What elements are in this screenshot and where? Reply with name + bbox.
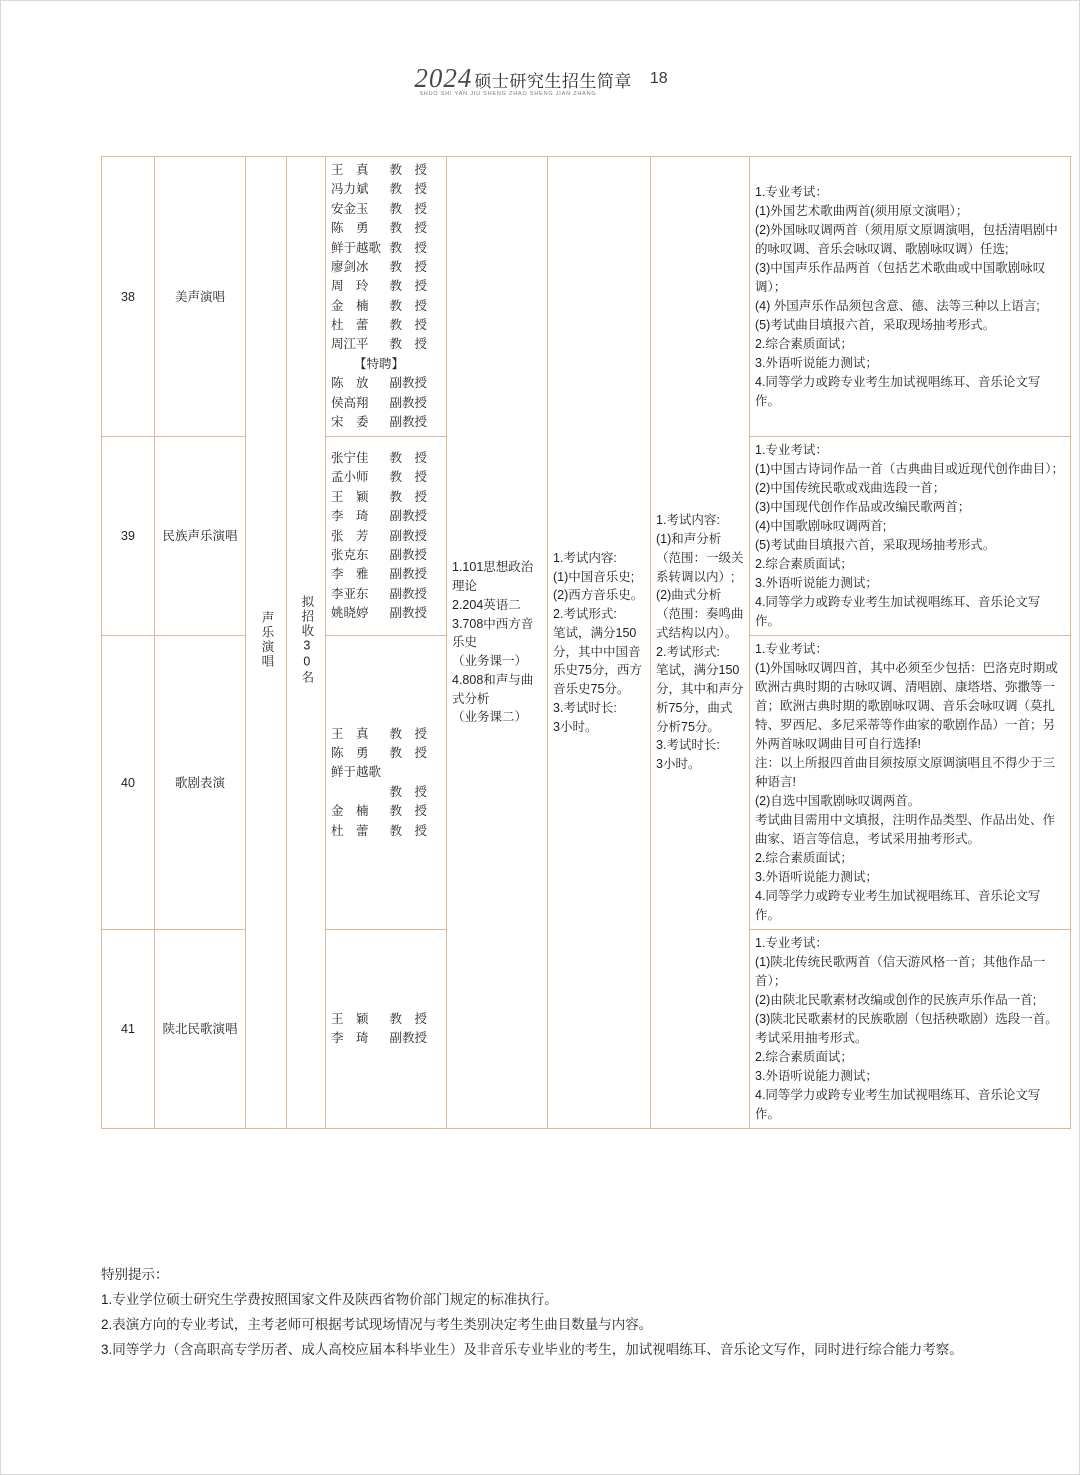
- teacher-name: 孟小师: [331, 470, 369, 485]
- row-direction: [155, 636, 246, 930]
- teacher-name: 陈 勇: [331, 221, 369, 236]
- brochure-logo: [414, 63, 632, 97]
- teacher-entry: [331, 258, 427, 277]
- teacher-name: 王 颖: [331, 1011, 369, 1026]
- text-line: (3)陕北民歌素材的民族歌剧（包括秧歌剧）选段一首。: [755, 1012, 1058, 1027]
- teacher-entry: [331, 394, 427, 413]
- teacher-name: 杜 蕾: [331, 823, 369, 838]
- text-line: 3.外语听说能力测试；: [755, 870, 878, 885]
- quota-cell: [287, 157, 326, 1129]
- teachers-list-40: [331, 725, 441, 841]
- text-line: 1.专业考试：: [755, 642, 828, 657]
- text-line: (2)外国咏叹调两首（须用原文原调演唱，包括清唱剧中的咏叹调、音乐会咏叹调、歌剧咏叹调）任选;: [755, 222, 1058, 256]
- teacher-title: 教 授: [389, 1011, 427, 1026]
- text-line: 4.同等学力或跨专业考生加试视唱练耳、音乐论文写作。: [755, 889, 1041, 923]
- text-line: 3.外语听说能力测试；: [755, 355, 878, 370]
- text-line: 2.204英语二: [452, 597, 521, 612]
- teacher-entry: [331, 161, 427, 180]
- text-line: 3.外语听说能力测试；: [755, 576, 878, 591]
- text-line: 4.808和声与曲式分析: [452, 672, 534, 706]
- teacher-name: 李 琦: [331, 1031, 369, 1046]
- teacher-title: 副教授: [389, 414, 427, 429]
- teacher-title: 教 授: [389, 823, 427, 838]
- text-line: 1.专业考试：: [755, 936, 828, 951]
- text-line: 3小时。: [656, 757, 701, 772]
- teacher-entry: [331, 468, 427, 487]
- text-line: 2.综合素质面试；: [755, 1050, 853, 1065]
- teacher-entry: [331, 822, 427, 841]
- teacher-entry: [331, 449, 427, 468]
- text-line: (1)和声分析（范围：一级关系转调以内）;: [656, 532, 744, 584]
- row-number: 40: [102, 636, 155, 930]
- content-cell: [750, 930, 1071, 1129]
- teacher-name: 宋 委: [331, 414, 369, 429]
- text-line: 1.专业考试：: [755, 184, 828, 199]
- teacher-title: 副教授: [389, 606, 427, 621]
- text-line: 2.考试形式:: [656, 644, 720, 659]
- text-line: (4)中国歌剧咏叹调两首;: [755, 519, 887, 534]
- text-line: (2)自选中国歌剧咏叹调两首。: [755, 794, 921, 809]
- content-text-40: [755, 640, 1065, 925]
- teachers-list-39: [331, 449, 441, 623]
- text-line: (2)曲式分析（范围：奏鸣曲式结构以内）。: [656, 588, 744, 640]
- teacher-entry: [331, 585, 427, 604]
- text-line: 3.考试时长:: [656, 738, 720, 753]
- teacher-title: 教 授: [389, 318, 427, 332]
- text-line: (4) 外国声乐作品须包含意、德、法等三种以上语言;: [755, 298, 1040, 313]
- text-line: 2.综合素质面试；: [755, 851, 853, 866]
- text-line: (1)中国古诗词作品一首（古典曲目或近现代创作曲目）；: [755, 462, 1065, 477]
- teachers-cell: [326, 636, 447, 930]
- text-line: 2.综合素质面试；: [755, 336, 853, 351]
- text-line: 注：以上所报四首曲目须按原文原调演唱且不得少于三种语言!: [755, 756, 1056, 790]
- direction-label: 民族声乐演唱: [162, 529, 238, 544]
- teacher-title: 副教授: [389, 509, 427, 524]
- row-direction: [155, 437, 246, 636]
- text-line: 4.同等学力或跨专业考生加试视唱练耳、音乐论文写作。: [755, 595, 1041, 629]
- teacher-entry: [331, 546, 427, 565]
- text-line: 笔试，满分150分，其中和声分析75分，曲式分析75分。: [656, 663, 744, 734]
- teacher-entry: [331, 507, 427, 526]
- logo-year: 2024: [414, 63, 473, 93]
- teacher-name: 鲜于越歌: [331, 240, 382, 255]
- teacher-entry: [331, 239, 427, 258]
- teacher-name: 张克东: [331, 547, 369, 562]
- text-line: （业务课二）: [452, 710, 528, 725]
- teacher-title: 副教授: [389, 586, 427, 601]
- row-number: 39: [102, 437, 155, 636]
- text-line: 1.考试内容:: [553, 550, 617, 565]
- text-line: 4.同等学力或跨专业考生加试视唱练耳、音乐论文写作。: [755, 374, 1041, 408]
- teacher-title: 教 授: [389, 489, 427, 504]
- teacher-title: 教 授: [389, 804, 427, 819]
- teacher-title: 副教授: [389, 528, 427, 543]
- quota-label: 拟招收30名: [299, 595, 314, 686]
- teacher-name: 王 真: [331, 163, 369, 177]
- text-line: 考试采用抽考形式。: [755, 1031, 868, 1046]
- row-number: 41: [102, 930, 155, 1129]
- teachers-cell: [326, 437, 447, 636]
- teacher-name: 陈 勇: [331, 746, 369, 760]
- teacher-title: 副教授: [389, 1031, 427, 1046]
- note-item-3: 3.同等学力（含高职高专学历者、成人高校应届本科毕业生）及非音乐专业毕业的考生，加试视唱练耳、音乐论文写作，同时进行综合能力考察。: [101, 1341, 963, 1357]
- text-line: 3.考试时长:: [553, 700, 617, 715]
- text-line: 2.综合素质面试；: [755, 557, 853, 572]
- teacher-title: 教 授: [389, 784, 427, 799]
- teachers-list-41: [331, 1010, 441, 1049]
- teacher-name: 陈 放: [331, 376, 369, 391]
- teacher-entry: [331, 802, 427, 821]
- teacher-title: 教 授: [389, 470, 427, 485]
- teacher-entry: [331, 783, 427, 802]
- teacher-entry: [331, 725, 427, 744]
- text-line: (1)外国艺术歌曲两首(须用原文演唱）；: [755, 203, 969, 218]
- teacher-title: 教 授: [389, 259, 427, 274]
- teacher-entry: [331, 413, 427, 432]
- text-line: (3)中国现代创作作品或改编民歌两首；: [755, 500, 971, 515]
- teacher-name: 周 玲: [331, 279, 369, 294]
- text-line: (1)陕北传统民歌两首（信天游风格一首；其他作品一首）；: [755, 955, 1046, 989]
- teacher-entry: [331, 763, 427, 782]
- group-label: 声乐演唱: [259, 611, 274, 670]
- group-cell: [246, 157, 287, 1129]
- row-direction: [155, 157, 246, 437]
- text-line: (2)西方音乐史。: [553, 588, 644, 603]
- text-line: 笔试，满分150分，其中中国音乐史75分，西方音乐史75分。: [553, 625, 642, 697]
- teacher-title: 教 授: [389, 746, 427, 760]
- teacher-name: 安金玉: [331, 201, 369, 216]
- teacher-entry: [331, 180, 427, 199]
- teacher-title: 教 授: [389, 298, 427, 313]
- text-line: (3)中国声乐作品两首（包括艺术歌曲或中国歌剧咏叹调）；: [755, 260, 1046, 294]
- teacher-title: 教 授: [389, 163, 427, 177]
- teacher-title: 教 授: [389, 279, 427, 294]
- teacher-entry: [331, 1029, 427, 1048]
- teacher-entry: [331, 744, 427, 763]
- teacher-title: 教 授: [389, 182, 427, 197]
- table-row: [102, 157, 1071, 437]
- direction-label: 美声演唱: [174, 289, 225, 304]
- content-cell: [750, 157, 1071, 437]
- teacher-title: 副教授: [389, 395, 427, 410]
- teacher-title: 教 授: [389, 337, 427, 352]
- teacher-entry: [331, 200, 427, 219]
- teacher-name: 冯力斌: [331, 182, 369, 197]
- teacher-entry: [331, 297, 427, 316]
- teachers-list-38: [331, 161, 441, 432]
- teacher-entry: [331, 488, 427, 507]
- teacher-entry: [331, 527, 427, 546]
- text-line: (1)外国咏叹调四首，其中必须至少包括：巴洛克时期或欧洲古典时期的古咏叹调、清唱剧、康塔塔、弥撒等一首；欧洲古典时期的歌剧咏叹调、音乐会咏叹调（莫扎特、罗西尼、多尼采蒂等作曲家的歌剧作品）一首；另外两首咏叹调曲目可自行选择!: [755, 661, 1058, 752]
- teacher-name: 姚晓婷: [331, 606, 369, 621]
- note-item-1: 1.专业学位硕士研究生学费按照国家文件及陕西省物价部门规定的标准执行。: [101, 1291, 558, 1307]
- direction-label: 陕北民歌演唱: [162, 1022, 238, 1037]
- page-number: 18: [649, 70, 668, 87]
- text-line: (1)中国音乐史;: [553, 569, 635, 584]
- teacher-name: 张宁佳: [331, 451, 369, 466]
- text-line: (5)考试曲目填报六首，采取现场抽考形式。: [755, 538, 996, 553]
- teacher-name: 王 真: [331, 726, 369, 741]
- text-line: 1.专业考试：: [755, 443, 828, 458]
- content-cell: [750, 437, 1071, 636]
- text-line: 2.考试形式:: [553, 607, 617, 622]
- teacher-name: 周江平: [331, 337, 369, 352]
- teacher-entry: [331, 565, 427, 584]
- text-line: 1.101思想政治理论: [452, 560, 534, 593]
- teacher-name: 侯高翔: [331, 395, 369, 410]
- teacher-name: 李亚东: [331, 586, 369, 601]
- text-line: 3.708中西方音乐史: [452, 616, 534, 650]
- teachers-cell: [326, 930, 447, 1129]
- exam-subjects-text: [452, 558, 542, 727]
- row-number: 38: [102, 157, 155, 437]
- teacher-entry: [331, 604, 427, 623]
- text-line: 考试曲目需用中文填报，注明作品类型、作品出处、作曲家、语言等信息，考试采用抽考形式。: [755, 813, 1056, 847]
- admissions-table: [101, 156, 1065, 1129]
- text-line: (2)由陕北民歌素材改编或创作的民族声乐作品一首;: [755, 993, 1037, 1008]
- content-text-39: [755, 441, 1065, 631]
- teacher-title: 教 授: [389, 201, 427, 216]
- logo-pinyin: SHUO SHI YAN JIU SHENG ZHAO SHENG JIAN ZHANG: [419, 91, 597, 97]
- page-header: [1, 63, 1080, 97]
- teacher-name: 张 芳: [331, 528, 369, 543]
- exam-col3-cell: [651, 157, 750, 1129]
- notes-title: 特别提示：: [101, 1267, 169, 1282]
- teacher-name: 王 颖: [331, 489, 369, 504]
- note-item-2: 2.表演方向的专业考试，主考老师可根据考试现场情况与考生类别决定考生曲目数量与内容。: [101, 1316, 653, 1332]
- direction-label: 歌剧表演: [174, 775, 225, 790]
- content-text-38: [755, 183, 1065, 411]
- special-notes: [101, 1263, 991, 1363]
- logo-title: 硕士研究生招生简章: [474, 72, 632, 91]
- text-line: 1.考试内容:: [656, 513, 720, 528]
- text-line: 4.同等学力或跨专业考生加试视唱练耳、音乐论文写作。: [755, 1088, 1041, 1122]
- teacher-name: 李 琦: [331, 509, 369, 524]
- teacher-title: 副教授: [389, 376, 427, 391]
- teacher-name: 鲜于越歌: [331, 765, 382, 780]
- teacher-title: 教 授: [389, 726, 427, 741]
- exam-col2-text: [553, 549, 645, 737]
- exam-col2-cell: [548, 157, 651, 1129]
- content-text-41: [755, 934, 1065, 1124]
- row-direction: [155, 930, 246, 1129]
- content-cell: [750, 636, 1071, 930]
- text-line: 3小时。: [553, 719, 598, 734]
- teacher-entry: [331, 316, 427, 335]
- teacher-title: 教 授: [389, 451, 427, 466]
- teachers-cell: [326, 157, 447, 437]
- teacher-entry: [331, 277, 427, 296]
- teacher-title: 教 授: [389, 221, 427, 236]
- teacher-name: 李 雅: [331, 567, 369, 582]
- teacher-name: 杜 蕾: [331, 318, 369, 332]
- teacher-name: 金 楠: [331, 804, 369, 819]
- text-line: (5)考试曲目填报六首，采取现场抽考形式。: [755, 317, 996, 332]
- exam-subjects-cell: [447, 157, 548, 1129]
- teacher-entry: [331, 219, 427, 238]
- teacher-title: 副教授: [389, 567, 427, 582]
- teacher-title: 副教授: [389, 547, 427, 562]
- teacher-entry: [331, 335, 427, 354]
- text-line: 3.外语听说能力测试；: [755, 1069, 878, 1084]
- text-line: （业务课一）: [452, 654, 528, 668]
- teacher-entry: [331, 374, 427, 393]
- teacher-name: 金 楠: [331, 298, 369, 313]
- teacher-name: 廖剑冰: [331, 259, 369, 274]
- teacher-entry: [331, 1010, 427, 1029]
- teacher-title: 教 授: [389, 240, 427, 255]
- exam-col3-text: [656, 511, 744, 774]
- text-line: (2)中国传统民歌或戏曲选段一首；: [755, 481, 946, 496]
- teacher-note: 【特聘】: [353, 356, 404, 371]
